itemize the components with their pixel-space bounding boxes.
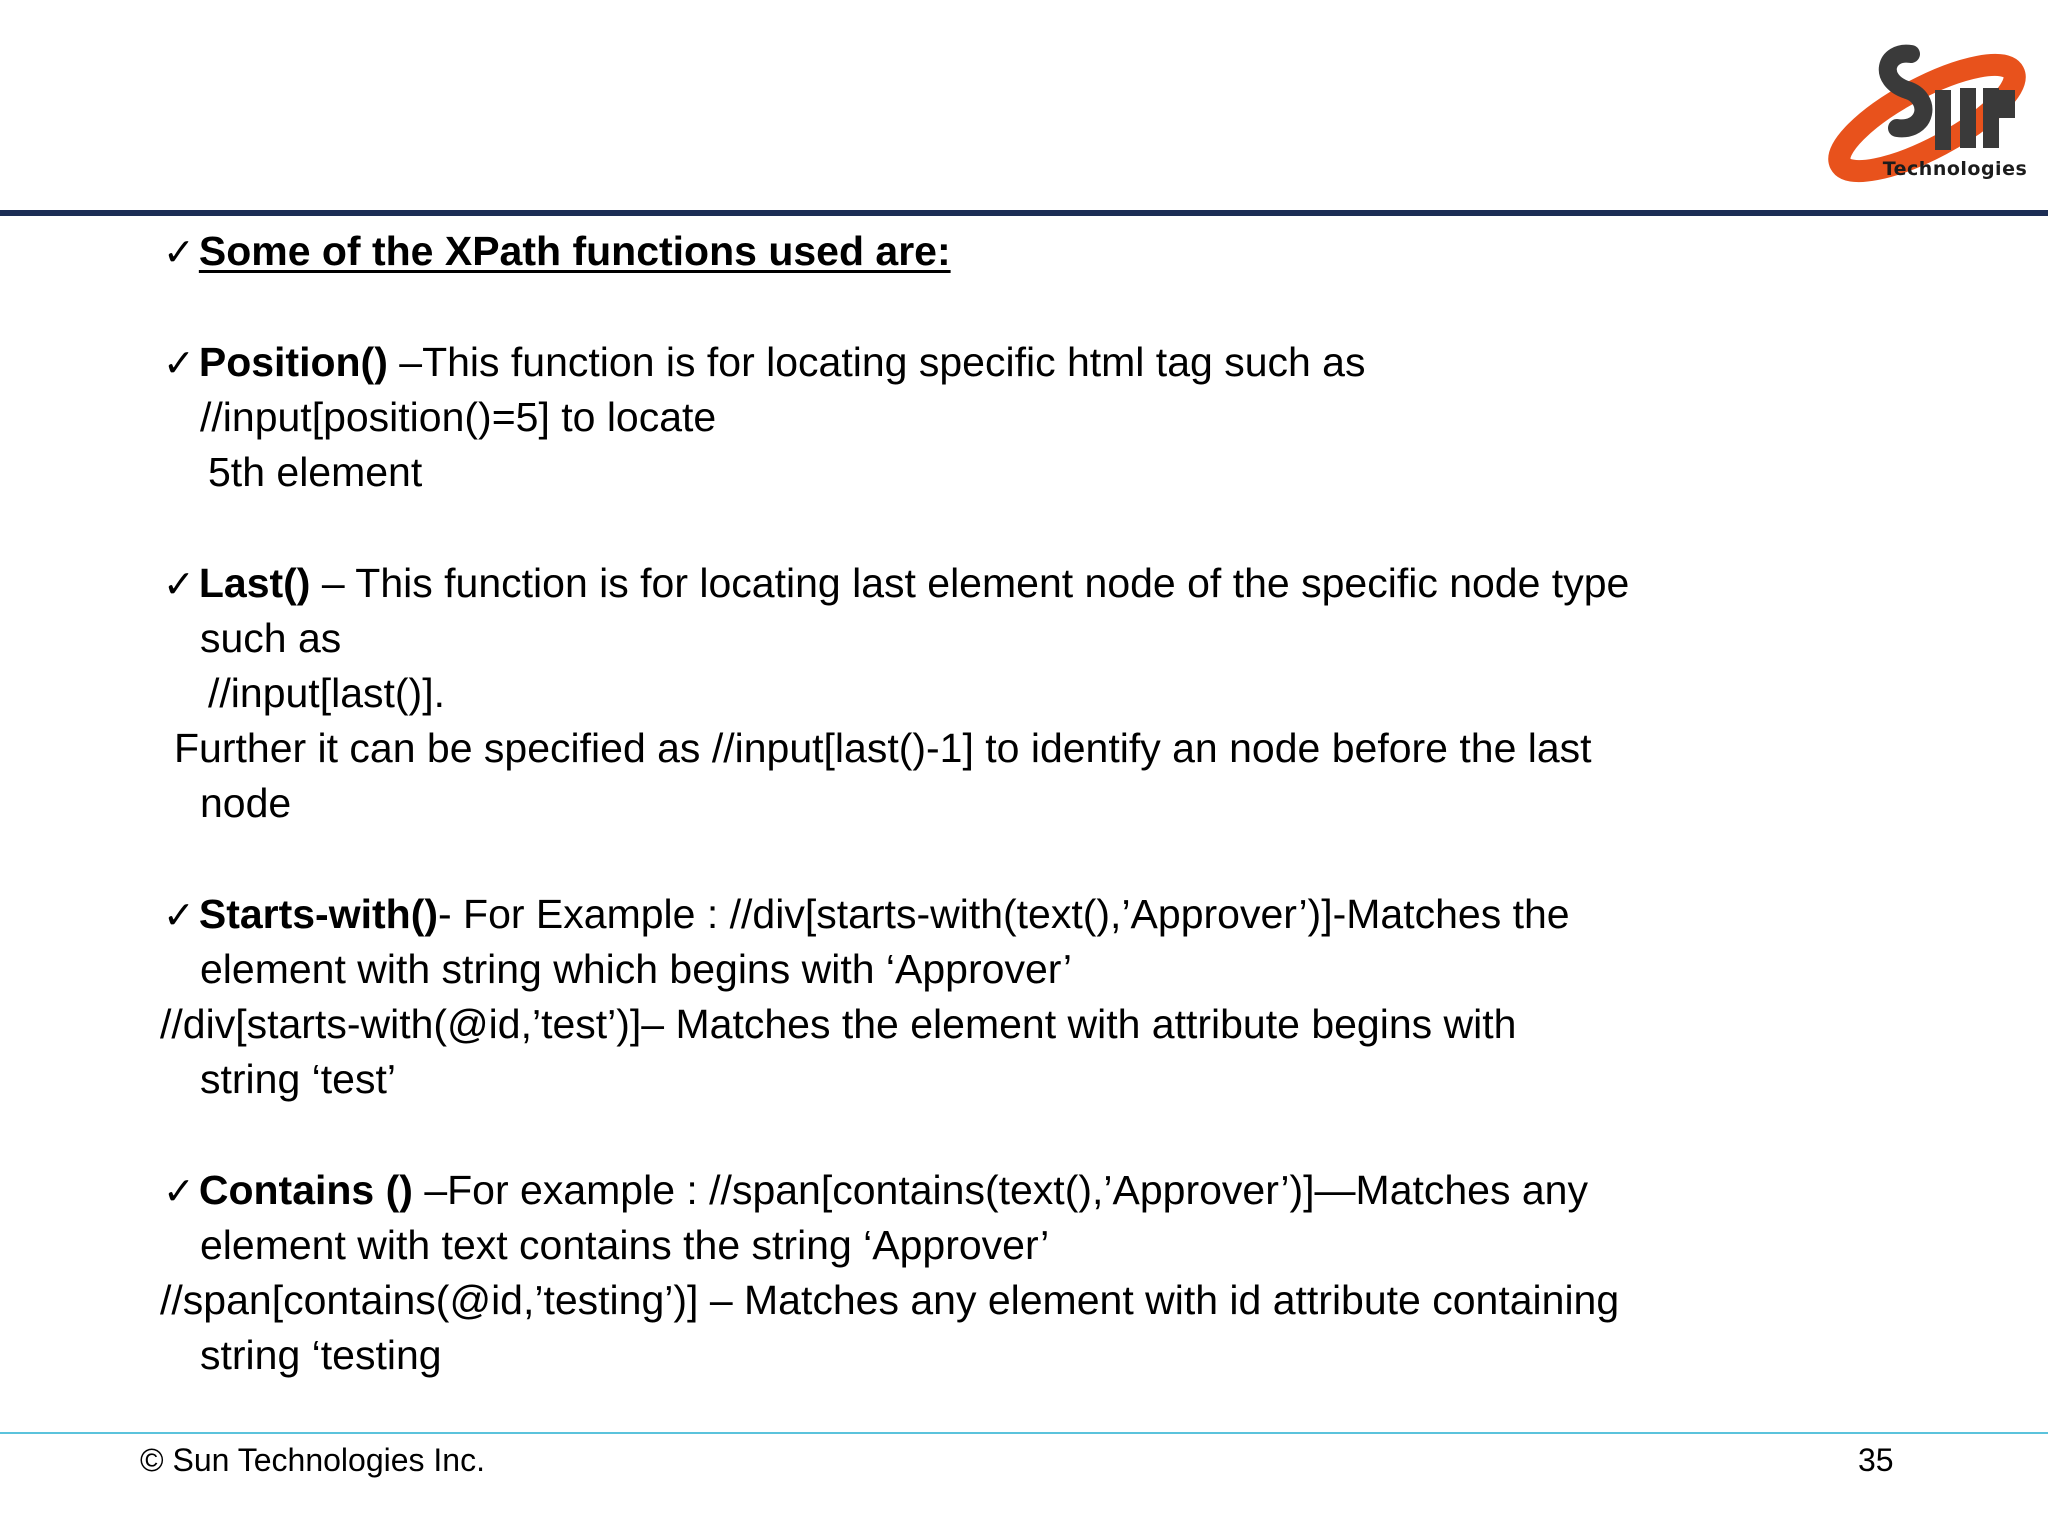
position-line-2: //input[position()=5] to locate <box>200 394 717 440</box>
checkmark-icon: ✓ <box>163 893 195 937</box>
logo-text: Technologies <box>1882 158 2028 180</box>
checkmark-icon: ✓ <box>163 1169 195 1213</box>
contains-term: Contains () <box>198 1167 413 1213</box>
footer-rule <box>0 1432 2048 1434</box>
contains-line-2: element with text contains the string ‘Approver’ <box>200 1222 1050 1268</box>
position-line-3: 5th element <box>208 449 423 495</box>
starts-with-line-3: //div[starts-with(@id,’test’)]– Matches the element with attribute begins with <box>160 1001 1517 1047</box>
contains-line-1: ✓Contains () –For example : //span[contains(text(),’Approver’)]—Matches any <box>163 1167 1588 1213</box>
contains-line-4: string ‘testing <box>200 1332 442 1378</box>
header-rule <box>0 210 2048 216</box>
position-line-1: ✓Position() –This function is for locating specific html tag such as <box>163 339 1366 385</box>
checkmark-icon: ✓ <box>163 341 195 385</box>
last-line-4: Further it can be specified as //input[last()-1] to identify an node before the last <box>174 725 1592 771</box>
starts-with-line-2: element with string which begins with ‘Approver’ <box>200 946 1073 992</box>
slide-heading: Some of the XPath functions used are: <box>198 228 951 274</box>
last-line-3: //input[last()]. <box>208 670 445 716</box>
last-line-2: such as <box>200 615 342 661</box>
position-term: Position() <box>198 339 388 385</box>
checkmark-icon: ✓ <box>163 562 195 606</box>
last-line-5: node <box>200 780 292 826</box>
contains-line-3: //span[contains(@id,’testing’)] – Matches any element with id attribute containing <box>160 1277 1620 1323</box>
starts-with-line-4: string ‘test’ <box>200 1056 396 1102</box>
starts-with-term: Starts-with() <box>198 891 438 937</box>
page-number: 35 <box>1858 1442 1894 1478</box>
starts-with-line-1: ✓Starts-with()- For Example : //div[starts-with(text(),’Approver’)]-Matches the <box>163 891 1570 937</box>
footer-copyright: © Sun Technologies Inc. <box>140 1442 485 1478</box>
checkmark-icon: ✓ <box>163 230 195 274</box>
last-term: Last() <box>198 560 311 606</box>
last-line-1: ✓Last() – This function is for locating last element node of the specific node type <box>163 560 1630 606</box>
heading-line <box>163 224 951 280</box>
